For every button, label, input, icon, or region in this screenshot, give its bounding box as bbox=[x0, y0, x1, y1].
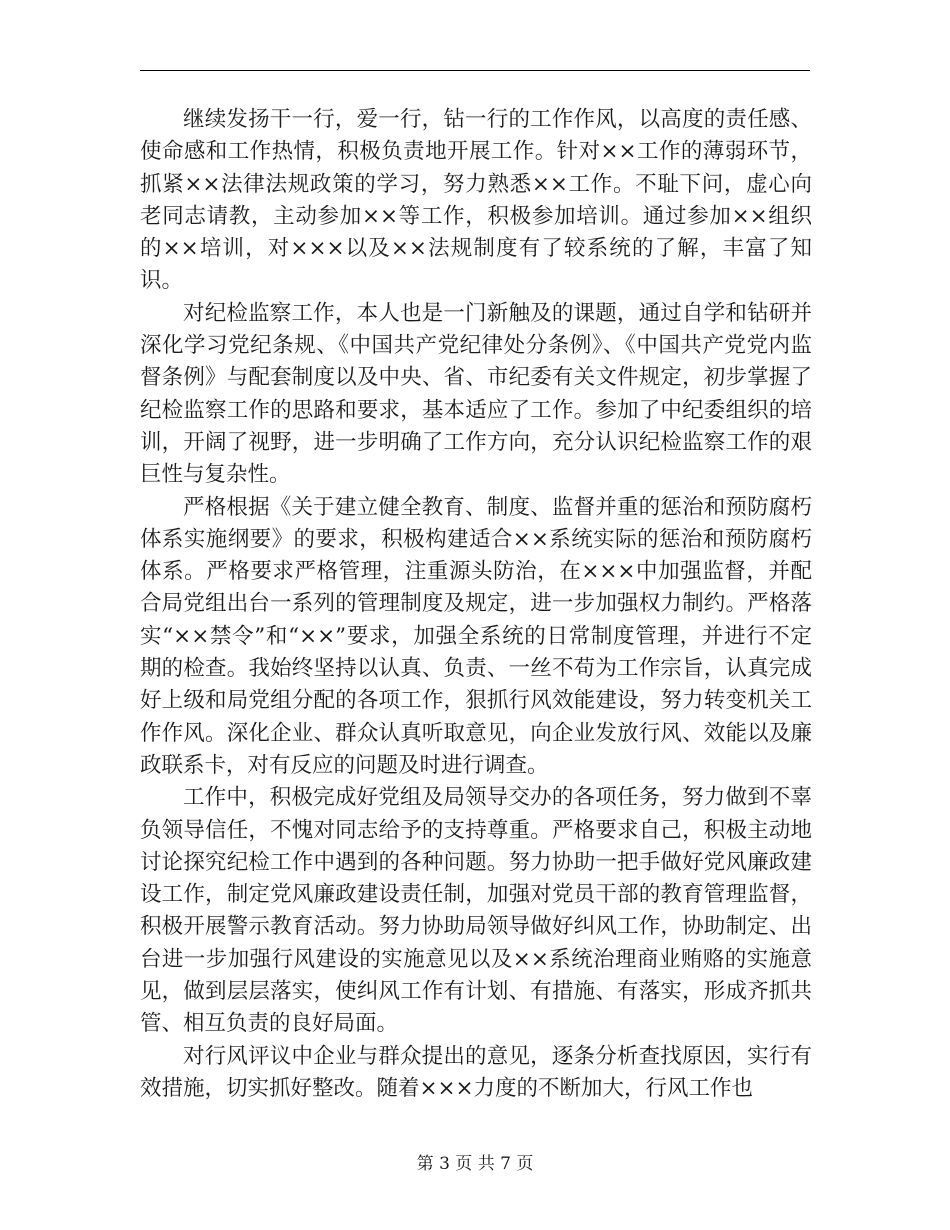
paragraph: 继续发扬干一行，爱一行，钻一行的工作作风，以高度的责任感、使命感和工作热情，积极负责地开展工作。针对××工作的薄弱环节，抓紧××法律法规政策的学习，努力熟悉××工作。不耻下问，虚心向老同志请教，主动参加××等工作，积极参加培训。通过参加××组织的××培训，对×××以及××法规制度有了较系统的了解，丰富了知识。 bbox=[140, 107, 812, 294]
page-number-footer: 第 3 页 共 7 页 bbox=[416, 1154, 534, 1174]
paragraph: 对纪检监察工作，本人也是一门新触及的课题，通过自学和钻研并深化学习党纪条规、《中国共产党纪律处分条例》、《中国共产党党内监督条例》与配套制度以及中央、省、市纪委有关文件规定，初步掌握了纪检监察工作的思路和要求，基本适应了工作。参加了中纪委组织的培训，开阔了视野，进一步明确了工作方向，充分认识纪检监察工作的艰巨性与复杂性。 bbox=[140, 300, 812, 488]
paragraph: 工作中，积极完成好党组及局领导交办的各项任务，努力做到不辜负领导信任，不愧对同志给予的支持尊重。严格要求自己，积极主动地讨论探究纪检工作中遇到的各种问题。努力协助一把手做好党风廉政建设工作，制定党风廉政建设责任制，加强对党员干部的教育管理监督，积极开展警示教育活动。努力协助局领导做好纠风工作，协助制定、出台进一步加强行风建设的实施意见以及××系统治理商业贿赂的实施意见，做到层层落实，使纠风工作有计划、有措施、有落实，形成齐抓共管、相互负责的良好局面。 bbox=[140, 785, 812, 1037]
header-rule bbox=[140, 70, 810, 71]
paragraph: 严格根据《关于建立健全教育、制度、监督并重的惩治和预防腐朽体系实施纲要》的要求，积极构建适合××系统实际的惩治和预防腐朽体系。严格要求严格管理，注重源头防治，在×××中加强监督，并配合局党组出台一系列的管理制度及规定，进一步加强权力制约。严格落实“××禁令”和“××”要求，加强全系统的日常制度管理，并进行不定期的检查。我始终坚持以认真、负责、一丝不苟为工作宗旨，认真完成好上级和局党组分配的各项工作，狠抓行风效能建设，努力转变机关工作作风。深化企业、群众认真听取意见，向企业发放行风、效能以及廉政联系卡，对有反应的问题及时进行调查。 bbox=[140, 494, 812, 778]
document-body bbox=[140, 104, 812, 1105]
paragraph: 对行风评议中企业与群众提出的意见，逐条分析查找原因，实行有效措施，切实抓好整改。随着×××力度的不断加大，行风工作也 bbox=[140, 1043, 812, 1101]
